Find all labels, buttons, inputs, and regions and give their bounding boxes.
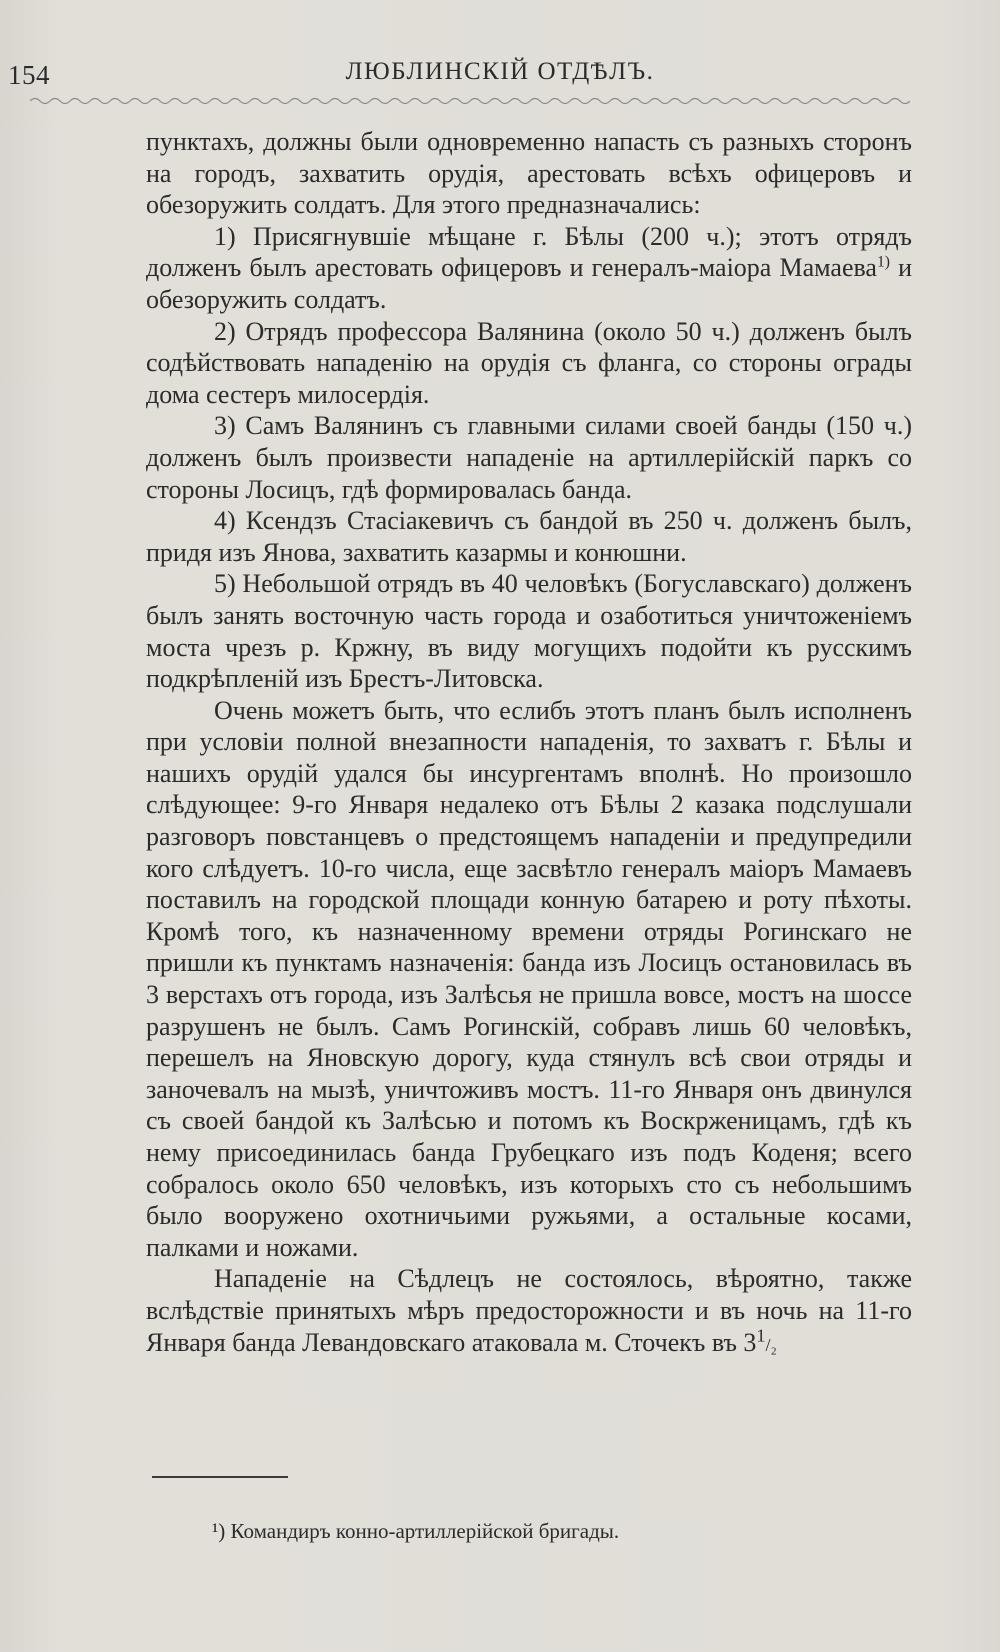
- fraction-denominator: /₂: [765, 1334, 777, 1355]
- list-item-5: 5) Небольшой отрядъ въ 40 человѣкъ (Богуславскаго) долженъ былъ занять восточную часть города и озаботиться уничтоженіемъ моста чрезъ р. Кржну, въ виду могущихъ подойти къ русскимъ подкрѣпленій изъ Брестъ-Литовска.: [146, 569, 912, 694]
- footnote-ref: 1): [876, 253, 890, 271]
- footnote-text: Командиръ конно-артиллерійской бригады.: [230, 1519, 620, 1543]
- running-title: ЛЮБЛИНСКІЙ ОТДѢЛЪ.: [345, 58, 655, 85]
- list-item-4: 4) Ксендзъ Стасіакевичъ съ бандой въ 250 ч. долженъ былъ, придя изъ Янова, захватить казармы и конюшни.: [146, 506, 912, 567]
- page-number: 154: [8, 60, 50, 90]
- footnote: [212, 1519, 619, 1544]
- list-item-2: 2) Отрядъ профессора Валянина (около 50 ч.) долженъ былъ содѣйствовать нападенію на орудія съ фланга, со стороны ограды дома сестеръ милосердія.: [146, 316, 912, 409]
- list-item-3: 3) Самъ Валянинъ съ главными силами своей банды (150 ч.) долженъ былъ произвести нападеніе на артиллерійскій паркъ со стороны Лосицъ, гдѣ формировалась банда.: [146, 411, 912, 504]
- paragraph-events: Очень можетъ быть, что еслибъ этотъ планъ былъ исполненъ при условіи полной внезапности нападенія, то захватъ г. Бѣлы и нашихъ орудій удался бы инсургентамъ вполнѣ. Но произошло слѣдующее: 9-го Января недалеко отъ Бѣлы 2 казака подслушали разговоръ повстанцевъ о предстоящемъ нападеніи и предупредили кого слѣдуетъ. 10-го числа, еще засвѣтло генералъ маіоръ Мамаевъ поставилъ на городской площади конную батарею и роту пѣхоты. Кромѣ того, къ назначенному времени отряды Рогинскаго не пришли къ пунктамъ назначенія: банда изъ Лосицъ остановилась въ 3 верстахъ отъ города, изъ Залѣсья не пришла вовсе, мостъ на шоссе разрушенъ не былъ. Самъ Рогинскій, собравъ лишь 60 человѣкъ, перешелъ на Яновскую дорогу, куда стянулъ всѣ свои отряды и заночевалъ на мызѣ, уничтоживъ мостъ. 11-го Января онъ двинулся съ своей бандой къ Залѣсью и потомъ къ Воскрженицамъ, гдѣ къ нему присоединилась банда Грубецкаго изъ подъ Коденя; всего собралось около 650 человѣкъ, изъ которыхъ сто съ небольшимъ было вооружено охотничьими ружьями, а остальные косами, палками и ножами.: [146, 695, 912, 1262]
- footnote-separator: [152, 1476, 288, 1478]
- paragraph-continuation: пунктахъ, должны были одновременно напасть съ разныхъ сторонъ на городъ, захватить орудія, арестовать всѣхъ офицеровъ и обезоружить солдатъ. Для этого предназначались:: [146, 127, 912, 220]
- paragraph-siedlce: [146, 1263, 912, 1361]
- header-wavy-rule: [30, 94, 910, 108]
- list-item-1: [146, 221, 912, 316]
- list-item-1-text: 1) Присягнувшіе мѣщане г. Бѣлы (200 ч.); этотъ отрядъ долженъ былъ арестовать офицеровъ и генералъ-маіора Мамаева: [146, 221, 912, 283]
- list-item-1-tail: и обезоружить солдатъ.: [146, 253, 913, 314]
- fraction-numerator: 1: [756, 1324, 766, 1345]
- paragraph-siedlce-text: Нападеніе на Сѣдлецъ не состоялось, вѣроятно, также вслѣдствіе принятыхъ мѣръ предосторожности и въ ночь на 11-го Января банда Левандовскаго атаковала м. Сточекъ въ 3: [146, 1264, 912, 1357]
- body-text: [146, 126, 912, 1361]
- footnote-marker: ¹): [212, 1519, 226, 1543]
